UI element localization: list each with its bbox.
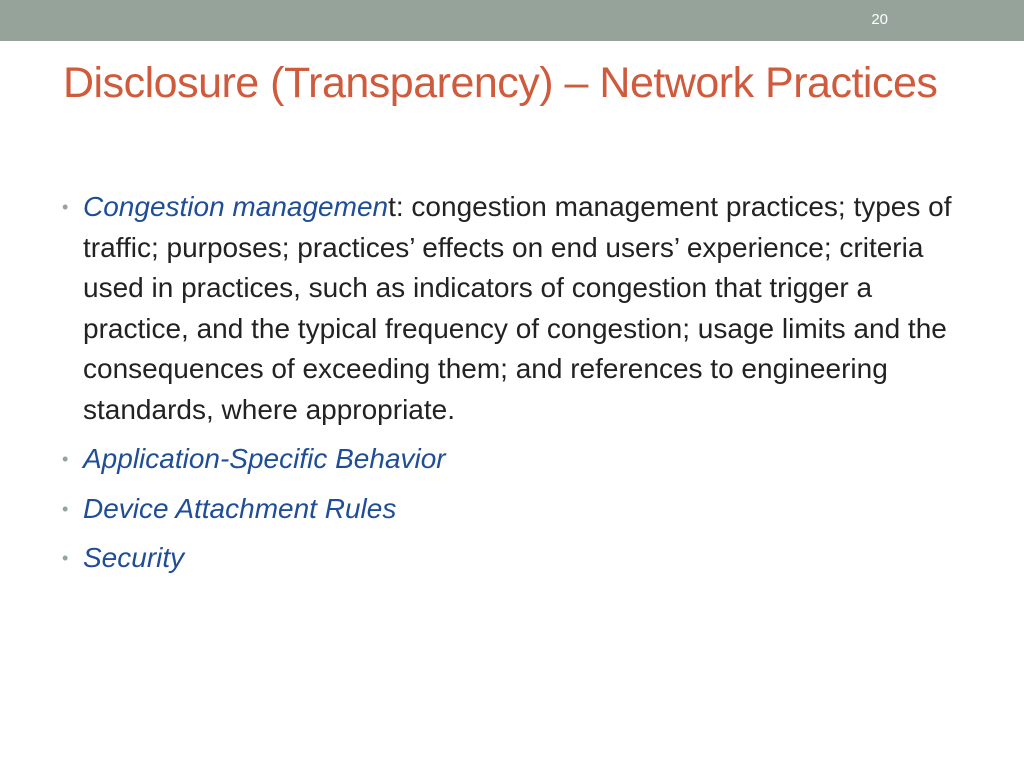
bullet-term: Security [83, 542, 185, 573]
top-bar [0, 0, 1024, 41]
bullet-list [62, 187, 962, 588]
bullet-item-congestion-management [62, 187, 962, 430]
bullet-dot-icon: • [62, 498, 69, 519]
bullet-dot-icon: • [62, 449, 69, 469]
bullet-term: Device Attachment Rules [83, 492, 397, 524]
bullet-dot-icon: • [62, 548, 69, 568]
slide-title: Disclosure (Transparency) – Network Practices [63, 59, 938, 107]
bullet-item-application-specific-behavior [62, 439, 962, 480]
bullet-term: Application-Specific Behavior [83, 443, 446, 474]
bullet-item-device-attachment-rules [62, 489, 962, 530]
bullet-item-security [62, 538, 962, 579]
bullet-dot-icon: • [62, 197, 69, 217]
bullet-term: Congestion managemen [83, 191, 389, 222]
bullet-text: t: congestion management practices; types of traffic; purposes; practices’ effects on end users’ experience; criteria used in practices, such as indicators of congestion that trigger a practice, and the typical frequency of congestion; usage limits and the consequences of exceeding them; and references to engineering standards, where appropriate. [83, 191, 952, 425]
slide-number: 20 [871, 11, 888, 28]
